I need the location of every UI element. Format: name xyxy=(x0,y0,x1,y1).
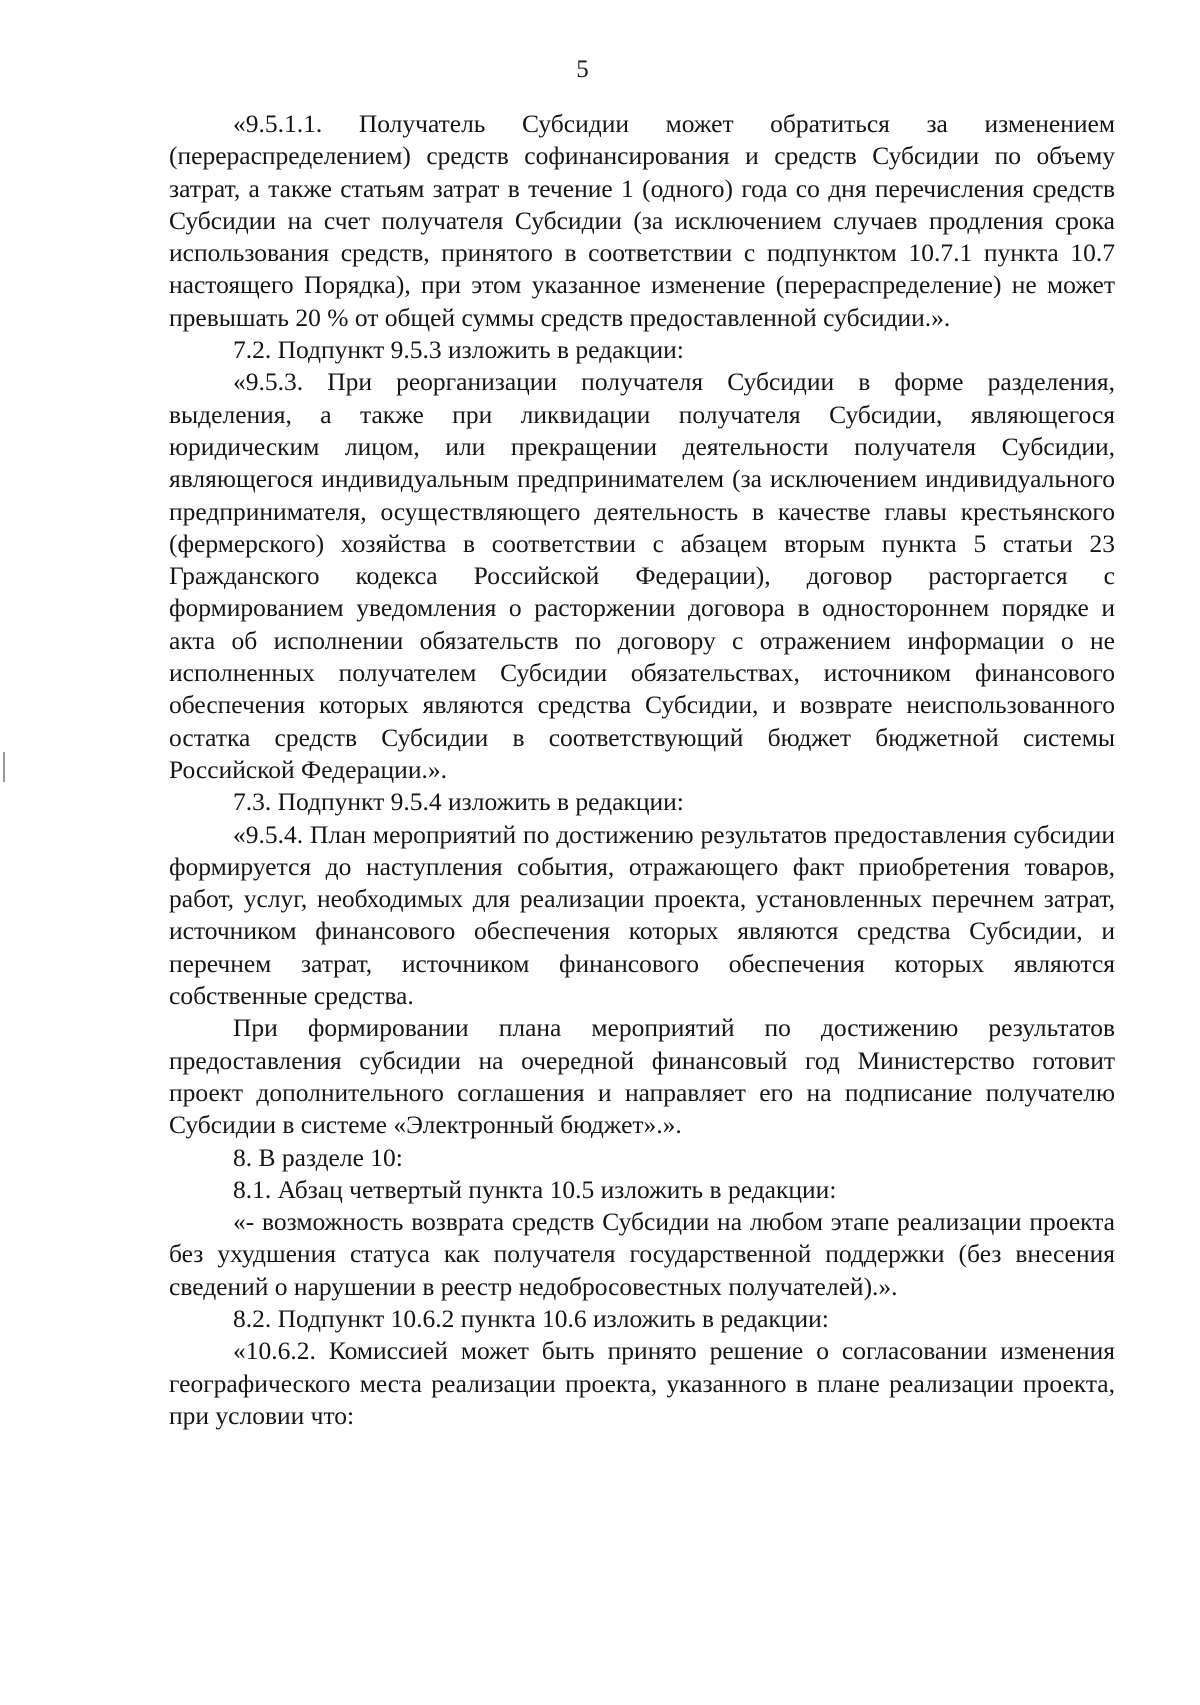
page-number: 5 xyxy=(576,56,589,83)
paragraph-9-5-3: «9.5.3. При реорганизации получателя Субсидии в форме разделения, выделения, а также при ликвидации получателя Субсидии, являющегося юридическим лицом, или прекращении деятельности получателя Субсидии, являющегося индивидуальным предпринимателем (за исключением индивидуального предпринимателя, осуществляющего деятельность в качестве главы крестьянского (фермерского) хозяйства в соответствии с абзацем вторым пункта 5 статьи 23 Гражданского кодекса Российской Федерации), договор расторгается с формированием уведомления о расторжении договора в одностороннем порядке и акта об исполнении обязательств по договору с отражением информации о не исполненных получателем Субсидии обязательствах, источником финансового обеспечения которых являются средства Субсидии, и возврате неиспользованного остатка средств Субсидии в соответствующий бюджет бюджетной системы Российской Федерации.». xyxy=(169,367,1115,784)
paragraph-9-5-4: «9.5.4. План мероприятий по достижению результатов предоставления субсидии формируется до наступления события, отражающего факт приобретения товаров, работ, услуг, необходимых для реализации проекта, установленных перечнем затрат, источником финансового обеспечения которых являются средства Субсидии, и перечнем затрат, источником финансового обеспечения которых являются собственные средства. xyxy=(169,819,1115,1011)
paragraph-10-5-text: «- возможность возврата средств Субсидии на любом этапе реализации проекта без ухудшения статуса как получателя государственной поддержки (без внесения сведений о нарушении в реестр недобросовестных получателей).». xyxy=(169,1207,1115,1301)
paragraph-9-5-1-1: «9.5.1.1. Получатель Субсидии может обратиться за изменением (перераспределением) средств софинансирования и средств Субсидии по объему затрат, а также статьям затрат в течение 1 (одного) года со дня перечисления средств Субсидии на счет получателя Субсидии (за исключением случаев продления срока использования средств, принятого в соответствии с подпунктом 10.7.1 пункта 10.7 настоящего Порядка), при этом указанное изменение (перераспределение) не может превышать 20 % от общей суммы средств предоставленной субсидии.». xyxy=(169,109,1115,332)
paragraph-7-3-heading: 7.3. Подпункт 9.5.4 изложить в редакции: xyxy=(233,787,684,817)
paragraph-8-2-heading: 8.2. Подпункт 10.6.2 пункта 10.6 изложить в редакции: xyxy=(233,1303,829,1333)
document-body xyxy=(169,108,1115,1432)
paragraph-8-1-heading: 8.1. Абзац четвертый пункта 10.5 изложить в редакции: xyxy=(233,1174,837,1204)
paragraph-10-6-2: «10.6.2. Комиссией может быть принято решение о согласовании изменения географического места реализации проекта, указанного в плане реализации проекта, при условии что: xyxy=(169,1336,1115,1430)
paragraph-section-10-heading: 8. В разделе 10: xyxy=(233,1142,403,1172)
scan-edge-mark xyxy=(3,752,5,782)
paragraph-plan-formation: При формировании плана мероприятий по достижению результатов предоставления субсидии на очередной финансовый год Министерство готовит проект дополнительного соглашения и направляет его на подписание получателю Субсидии в системе «Электронный бюджет».». xyxy=(169,1013,1115,1140)
paragraph-7-2-heading: 7.2. Подпункт 9.5.3 изложить в редакции: xyxy=(233,335,684,365)
